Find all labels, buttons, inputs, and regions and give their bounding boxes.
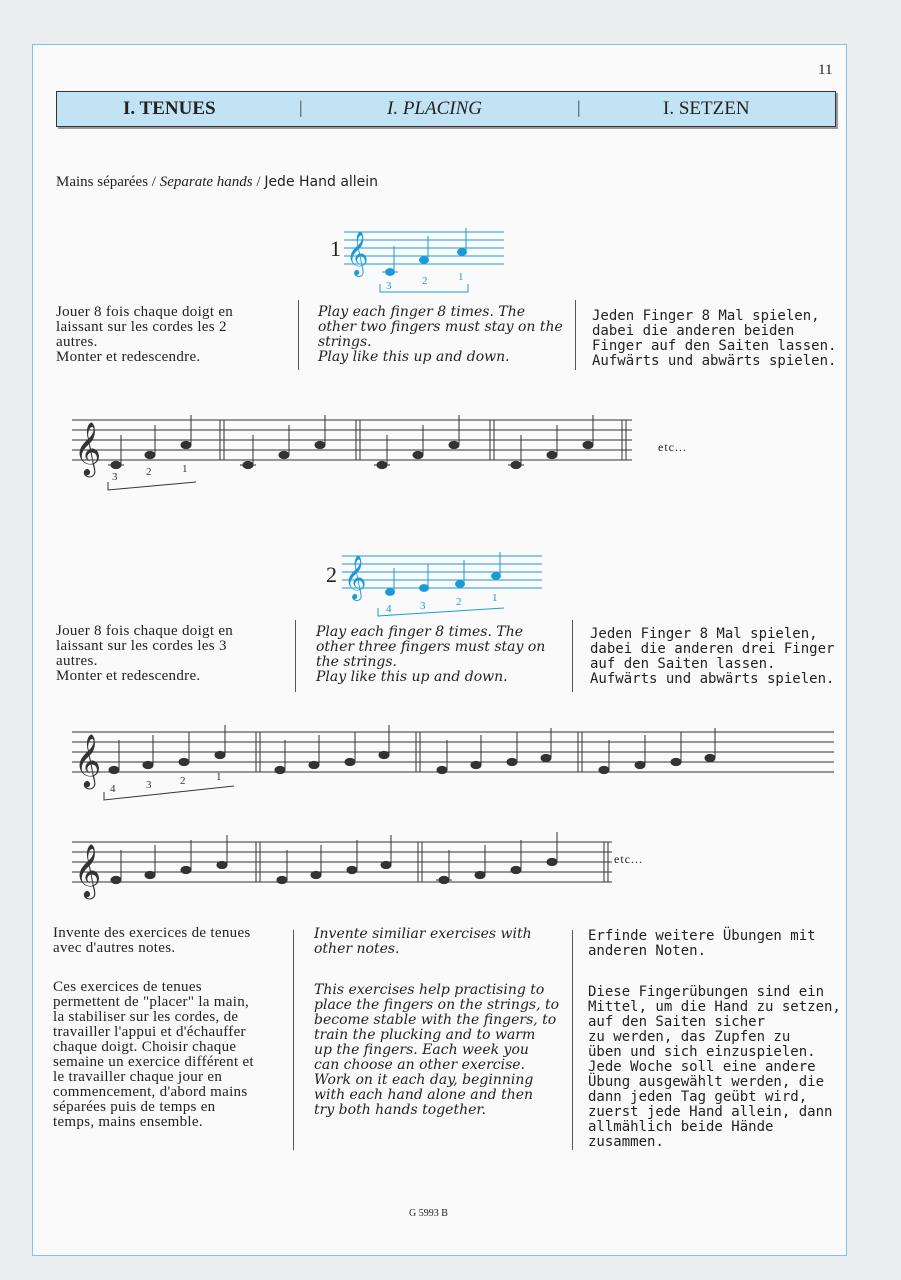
treble-clef-icon: 𝄞 xyxy=(346,231,369,275)
subtitle-slash: / xyxy=(256,174,261,190)
subtitle-de: Jede Hand allein xyxy=(264,174,379,190)
exercise-1-blue-staff xyxy=(344,222,514,292)
banner-title-de: I. SETZEN xyxy=(663,98,750,119)
fingering-number: 1 xyxy=(492,592,498,604)
treble-clef-icon: 𝄞 xyxy=(344,555,367,599)
fingering-number: 2 xyxy=(180,775,186,787)
banner-title-fr: I. TENUES xyxy=(123,98,216,119)
exercise-1-text-fr: Jouer 8 fois chaque doigt en laissant sur les cordes les 2 autres. Monter et redescendre. xyxy=(56,304,234,365)
exercise-1-staff xyxy=(72,418,652,498)
fingering-number: 4 xyxy=(386,603,392,615)
banner-divider: | xyxy=(577,97,581,117)
treble-clef-icon: 𝄞 xyxy=(74,843,102,897)
column-divider xyxy=(572,620,573,692)
subtitle-en: Separate hands xyxy=(159,174,253,190)
note xyxy=(420,257,429,264)
fingering-number: 1 xyxy=(216,771,222,783)
treble-clef-icon: 𝄞 xyxy=(74,421,102,475)
fingering-number: 3 xyxy=(112,471,118,483)
subtitle-fr: Mains séparées / xyxy=(56,174,156,190)
explain-text-en: This exercises help practising to place the fingers on the strings, to become stable with the fingers, to train the plucking and to warm up the fingers. Each week you can choose an other exercise. Work on it each day, beginning with each hand alone and then try both hands together. xyxy=(314,982,560,1118)
invent-text-fr: Invente des exercices de tenues avec d'autres notes. xyxy=(53,925,251,956)
explain-text-fr: Ces exercices de tenues permettent de "placer" la main, la stabiliser sur les cordes, de travailler l'appui et d'échauffer chaque doigt. Choisir chaque semaine un exercice différent et le travailler chaque jour en commencement, d'abord mains séparées puis de temps en temps, mains ensemble. xyxy=(53,979,254,1130)
column-divider xyxy=(298,300,299,370)
fingering-number: 1 xyxy=(458,271,464,283)
exercise-2-text-de: Jeden Finger 8 Mal spielen, dabei die anderen drei Finger auf den Saiten lassen. Aufwärts und abwärts spielen. xyxy=(590,626,835,687)
exercise-1-number: 1 xyxy=(330,236,341,261)
exercise-2-text-fr: Jouer 8 fois chaque doigt en laissant sur les cordes les 3 autres. Monter et redescendre. xyxy=(56,623,234,684)
exercise-2-etc: etc... xyxy=(614,852,643,866)
banner-title-en: I. PLACING xyxy=(387,98,482,119)
page-number: 11 xyxy=(818,62,833,78)
exercise-2-blue-staff xyxy=(342,546,552,616)
banner-divider: | xyxy=(299,97,303,117)
column-divider xyxy=(575,300,576,370)
fingering-number: 3 xyxy=(386,280,392,292)
catalog-code: G 5993 B xyxy=(409,1208,448,1219)
subtitle xyxy=(56,174,378,191)
section-banner xyxy=(56,91,836,127)
note xyxy=(458,249,467,256)
invent-text-en: Invente similiar exercises with other notes. xyxy=(314,926,532,957)
exercise-2-number: 2 xyxy=(326,562,337,587)
explain-text-de: Diese Fingerübungen sind ein Mittel, um die Hand zu setzen, auf den Saiten sicher zu werden, das Zupfen zu üben und sich einzuspielen. Jede Woche soll eine andere Übung ausgewählt werden, die dann jeden Tag geübt wird, zuerst jede Hand allein, dann allmählich beide Hände zusammen. xyxy=(588,984,841,1150)
exercise-2-text-en: Play each finger 8 times. The other three fingers must stay on the strings. Play like this up and down. xyxy=(316,624,546,685)
exercise-2-staff-line-2 xyxy=(72,840,652,910)
exercise-1-etc: etc... xyxy=(658,440,687,454)
fingering-number: 3 xyxy=(146,779,152,791)
fingering-number: 2 xyxy=(456,596,462,608)
column-divider xyxy=(293,930,294,1150)
fingering-number: 4 xyxy=(110,783,116,795)
exercise-1-text-en: Play each finger 8 times. The other two fingers must stay on the strings. Play like this up and down. xyxy=(318,304,563,365)
fingering-number: 2 xyxy=(422,275,428,287)
exercise-1-text-de: Jeden Finger 8 Mal spielen, dabei die anderen beiden Finger auf den Saiten lassen. Aufwärts und abwärts spielen. xyxy=(592,308,837,369)
column-divider xyxy=(295,620,296,692)
fingering-number: 1 xyxy=(182,463,188,475)
fingering-number: 3 xyxy=(420,600,426,612)
column-divider xyxy=(572,930,573,1150)
exercise-2-staff-line-1 xyxy=(72,730,852,820)
invent-text-de: Erfinde weitere Übungen mit anderen Noten. xyxy=(588,928,816,959)
treble-clef-icon: 𝄞 xyxy=(74,733,102,787)
fingering-number: 2 xyxy=(146,466,152,478)
